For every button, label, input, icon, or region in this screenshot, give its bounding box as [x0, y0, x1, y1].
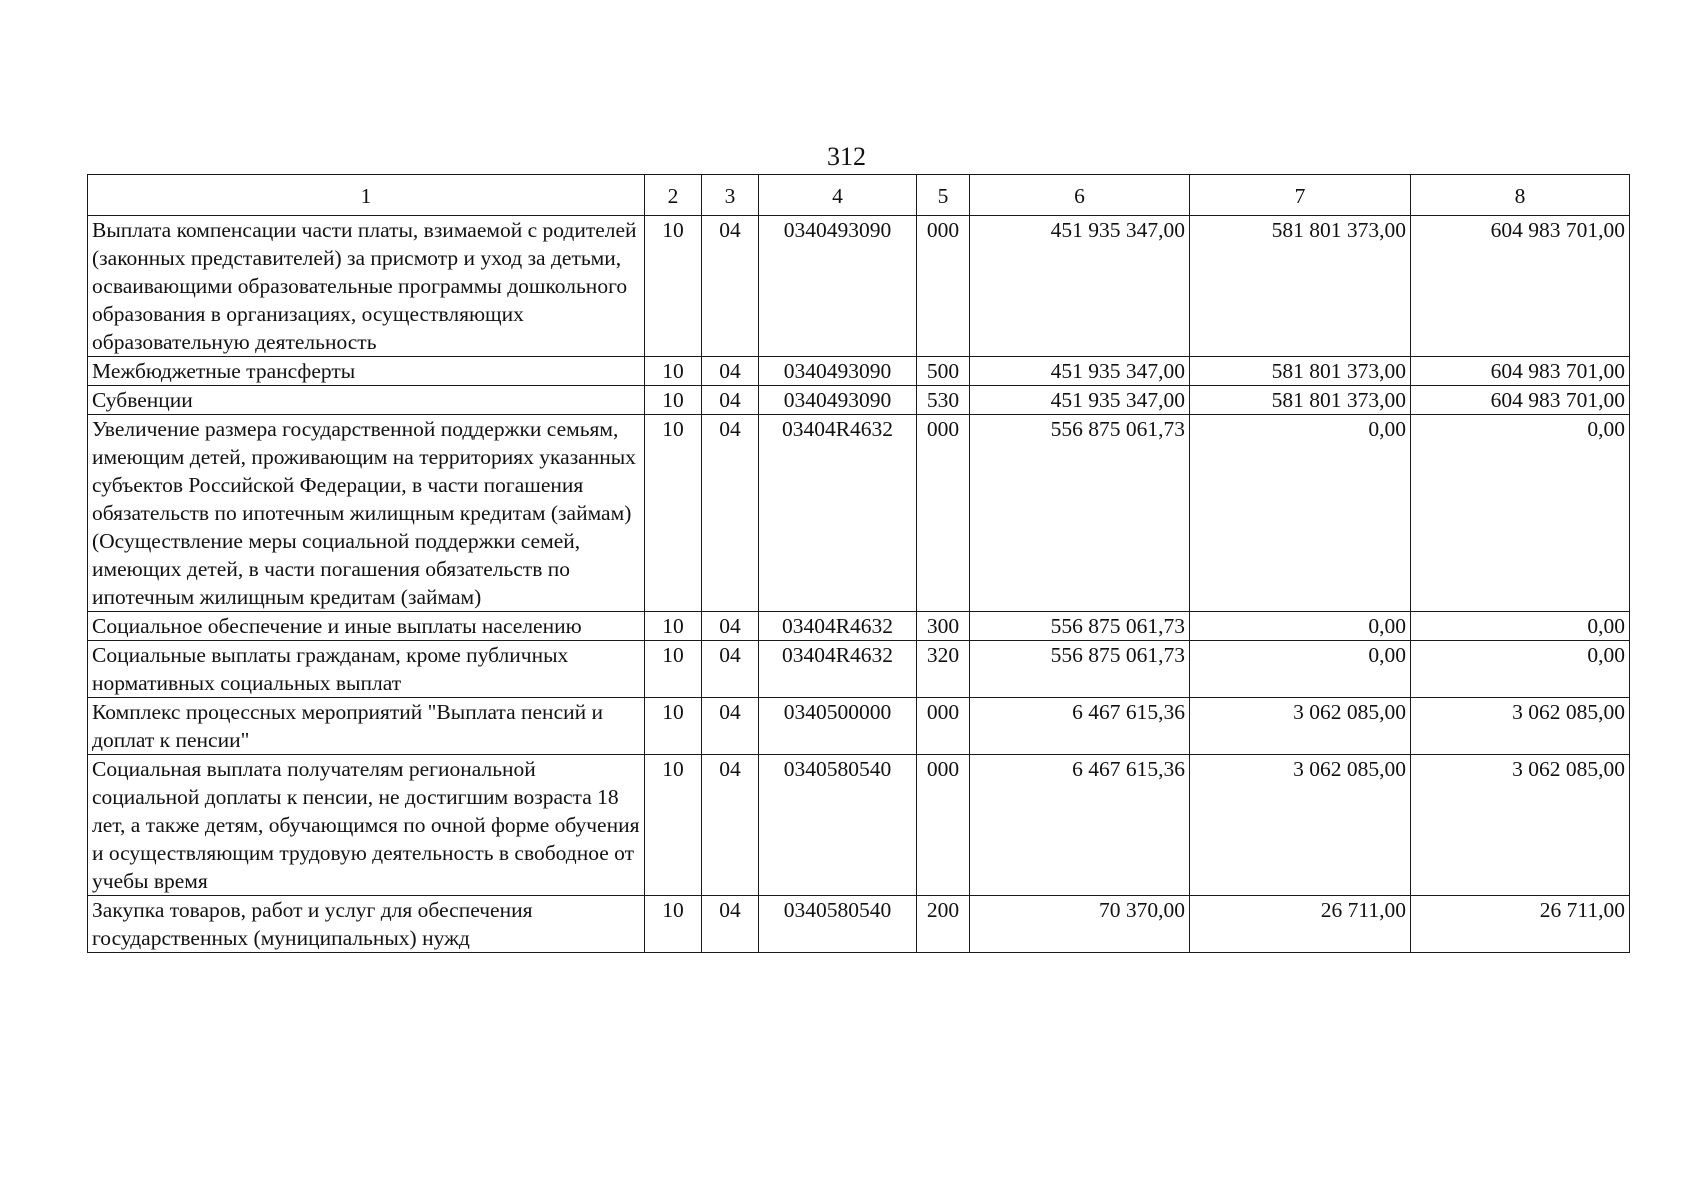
budget-table: [87, 174, 1630, 953]
target-article-code: 03404R4632: [759, 641, 917, 698]
table-row: [88, 641, 1630, 698]
amount-col7: 581 801 373,00: [1190, 357, 1411, 386]
target-article-code: 03404R4632: [759, 415, 917, 612]
amount-col6: 556 875 061,73: [970, 415, 1190, 612]
amount-col8: 3 062 085,00: [1411, 755, 1630, 896]
amount-col6: 451 935 347,00: [970, 386, 1190, 415]
section-code: 10: [645, 896, 702, 953]
row-name: Увеличение размера государственной поддержки семьям, имеющим детей, проживающим на территориях указанных субъектов Российской Федерации, в части погашения обязательств по ипотечным жилищным кредитам (займам) (Осуществление меры социальной поддержки семей, имеющих детей, в части погашения обязательств по ипотечным жилищным кредитам (займам): [88, 415, 645, 612]
target-article-code: 0340580540: [759, 755, 917, 896]
expense-type-code: 000: [917, 415, 970, 612]
subsection-code: 04: [702, 755, 759, 896]
expense-type-code: 000: [917, 216, 970, 357]
target-article-code: 0340493090: [759, 386, 917, 415]
header-cell: 7: [1190, 175, 1411, 216]
amount-col8: 604 983 701,00: [1411, 386, 1630, 415]
table-row: [88, 896, 1630, 953]
amount-col8: 0,00: [1411, 612, 1630, 641]
amount-col7: 3 062 085,00: [1190, 698, 1411, 755]
amount-col7: 0,00: [1190, 415, 1411, 612]
table-row: [88, 755, 1630, 896]
subsection-code: 04: [702, 612, 759, 641]
amount-col7: 0,00: [1190, 641, 1411, 698]
amount-col8: 26 711,00: [1411, 896, 1630, 953]
header-cell: 6: [970, 175, 1190, 216]
table-row: [88, 698, 1630, 755]
target-article-code: 0340493090: [759, 216, 917, 357]
table-row: [88, 415, 1630, 612]
subsection-code: 04: [702, 415, 759, 612]
amount-col7: 0,00: [1190, 612, 1411, 641]
header-cell: 8: [1411, 175, 1630, 216]
subsection-code: 04: [702, 386, 759, 415]
row-name: Комплекс процессных мероприятий "Выплата пенсий и доплат к пенсии": [88, 698, 645, 755]
target-article-code: 0340500000: [759, 698, 917, 755]
subsection-code: 04: [702, 641, 759, 698]
header-cell: 3: [702, 175, 759, 216]
section-code: 10: [645, 612, 702, 641]
amount-col6: 451 935 347,00: [970, 216, 1190, 357]
table-row: [88, 386, 1630, 415]
section-code: 10: [645, 755, 702, 896]
header-cell: 2: [645, 175, 702, 216]
table-row: [88, 216, 1630, 357]
amount-col6: 6 467 615,36: [970, 755, 1190, 896]
table-row: [88, 612, 1630, 641]
expense-type-code: 300: [917, 612, 970, 641]
header-cell: 5: [917, 175, 970, 216]
amount-col6: 70 370,00: [970, 896, 1190, 953]
amount-col7: 26 711,00: [1190, 896, 1411, 953]
amount-col8: 0,00: [1411, 641, 1630, 698]
section-code: 10: [645, 216, 702, 357]
subsection-code: 04: [702, 698, 759, 755]
section-code: 10: [645, 641, 702, 698]
amount-col8: 604 983 701,00: [1411, 216, 1630, 357]
expense-type-code: 000: [917, 698, 970, 755]
amount-col7: 581 801 373,00: [1190, 216, 1411, 357]
header-cell: 1: [88, 175, 645, 216]
section-code: 10: [645, 386, 702, 415]
expense-type-code: 530: [917, 386, 970, 415]
row-name: Социальные выплаты гражданам, кроме публичных нормативных социальных выплат: [88, 641, 645, 698]
row-name: Социальное обеспечение и иные выплаты населению: [88, 612, 645, 641]
section-code: 10: [645, 415, 702, 612]
subsection-code: 04: [702, 357, 759, 386]
target-article-code: 0340580540: [759, 896, 917, 953]
section-code: 10: [645, 698, 702, 755]
target-article-code: 03404R4632: [759, 612, 917, 641]
amount-col7: 3 062 085,00: [1190, 755, 1411, 896]
amount-col8: 3 062 085,00: [1411, 698, 1630, 755]
expense-type-code: 200: [917, 896, 970, 953]
subsection-code: 04: [702, 896, 759, 953]
amount-col6: 6 467 615,36: [970, 698, 1190, 755]
page-number: 312: [827, 142, 866, 171]
amount-col8: 0,00: [1411, 415, 1630, 612]
row-name: Закупка товаров, работ и услуг для обеспечения государственных (муниципальных) нужд: [88, 896, 645, 953]
header-row: [88, 175, 1630, 216]
amount-col7: 581 801 373,00: [1190, 386, 1411, 415]
expense-type-code: 500: [917, 357, 970, 386]
row-name: Межбюджетные трансферты: [88, 357, 645, 386]
expense-type-code: 320: [917, 641, 970, 698]
row-name: Выплата компенсации части платы, взимаемой с родителей (законных представителей) за присмотр и уход за детьми, осваивающими образовательные программы дошкольного образования в организациях, осуществляющих образовательную деятельность: [88, 216, 645, 357]
row-name: Социальная выплата получателям региональной социальной доплаты к пенсии, не достигшим возраста 18 лет, а также детям, обучающимся по очной форме обучения и осуществляющим трудовую деятельность в свободное от учебы время: [88, 755, 645, 896]
row-name: Субвенции: [88, 386, 645, 415]
table-row: [88, 357, 1630, 386]
amount-col6: 556 875 061,73: [970, 612, 1190, 641]
amount-col6: 451 935 347,00: [970, 357, 1190, 386]
amount-col6: 556 875 061,73: [970, 641, 1190, 698]
header-cell: 4: [759, 175, 917, 216]
section-code: 10: [645, 357, 702, 386]
subsection-code: 04: [702, 216, 759, 357]
target-article-code: 0340493090: [759, 357, 917, 386]
amount-col8: 604 983 701,00: [1411, 357, 1630, 386]
expense-type-code: 000: [917, 755, 970, 896]
